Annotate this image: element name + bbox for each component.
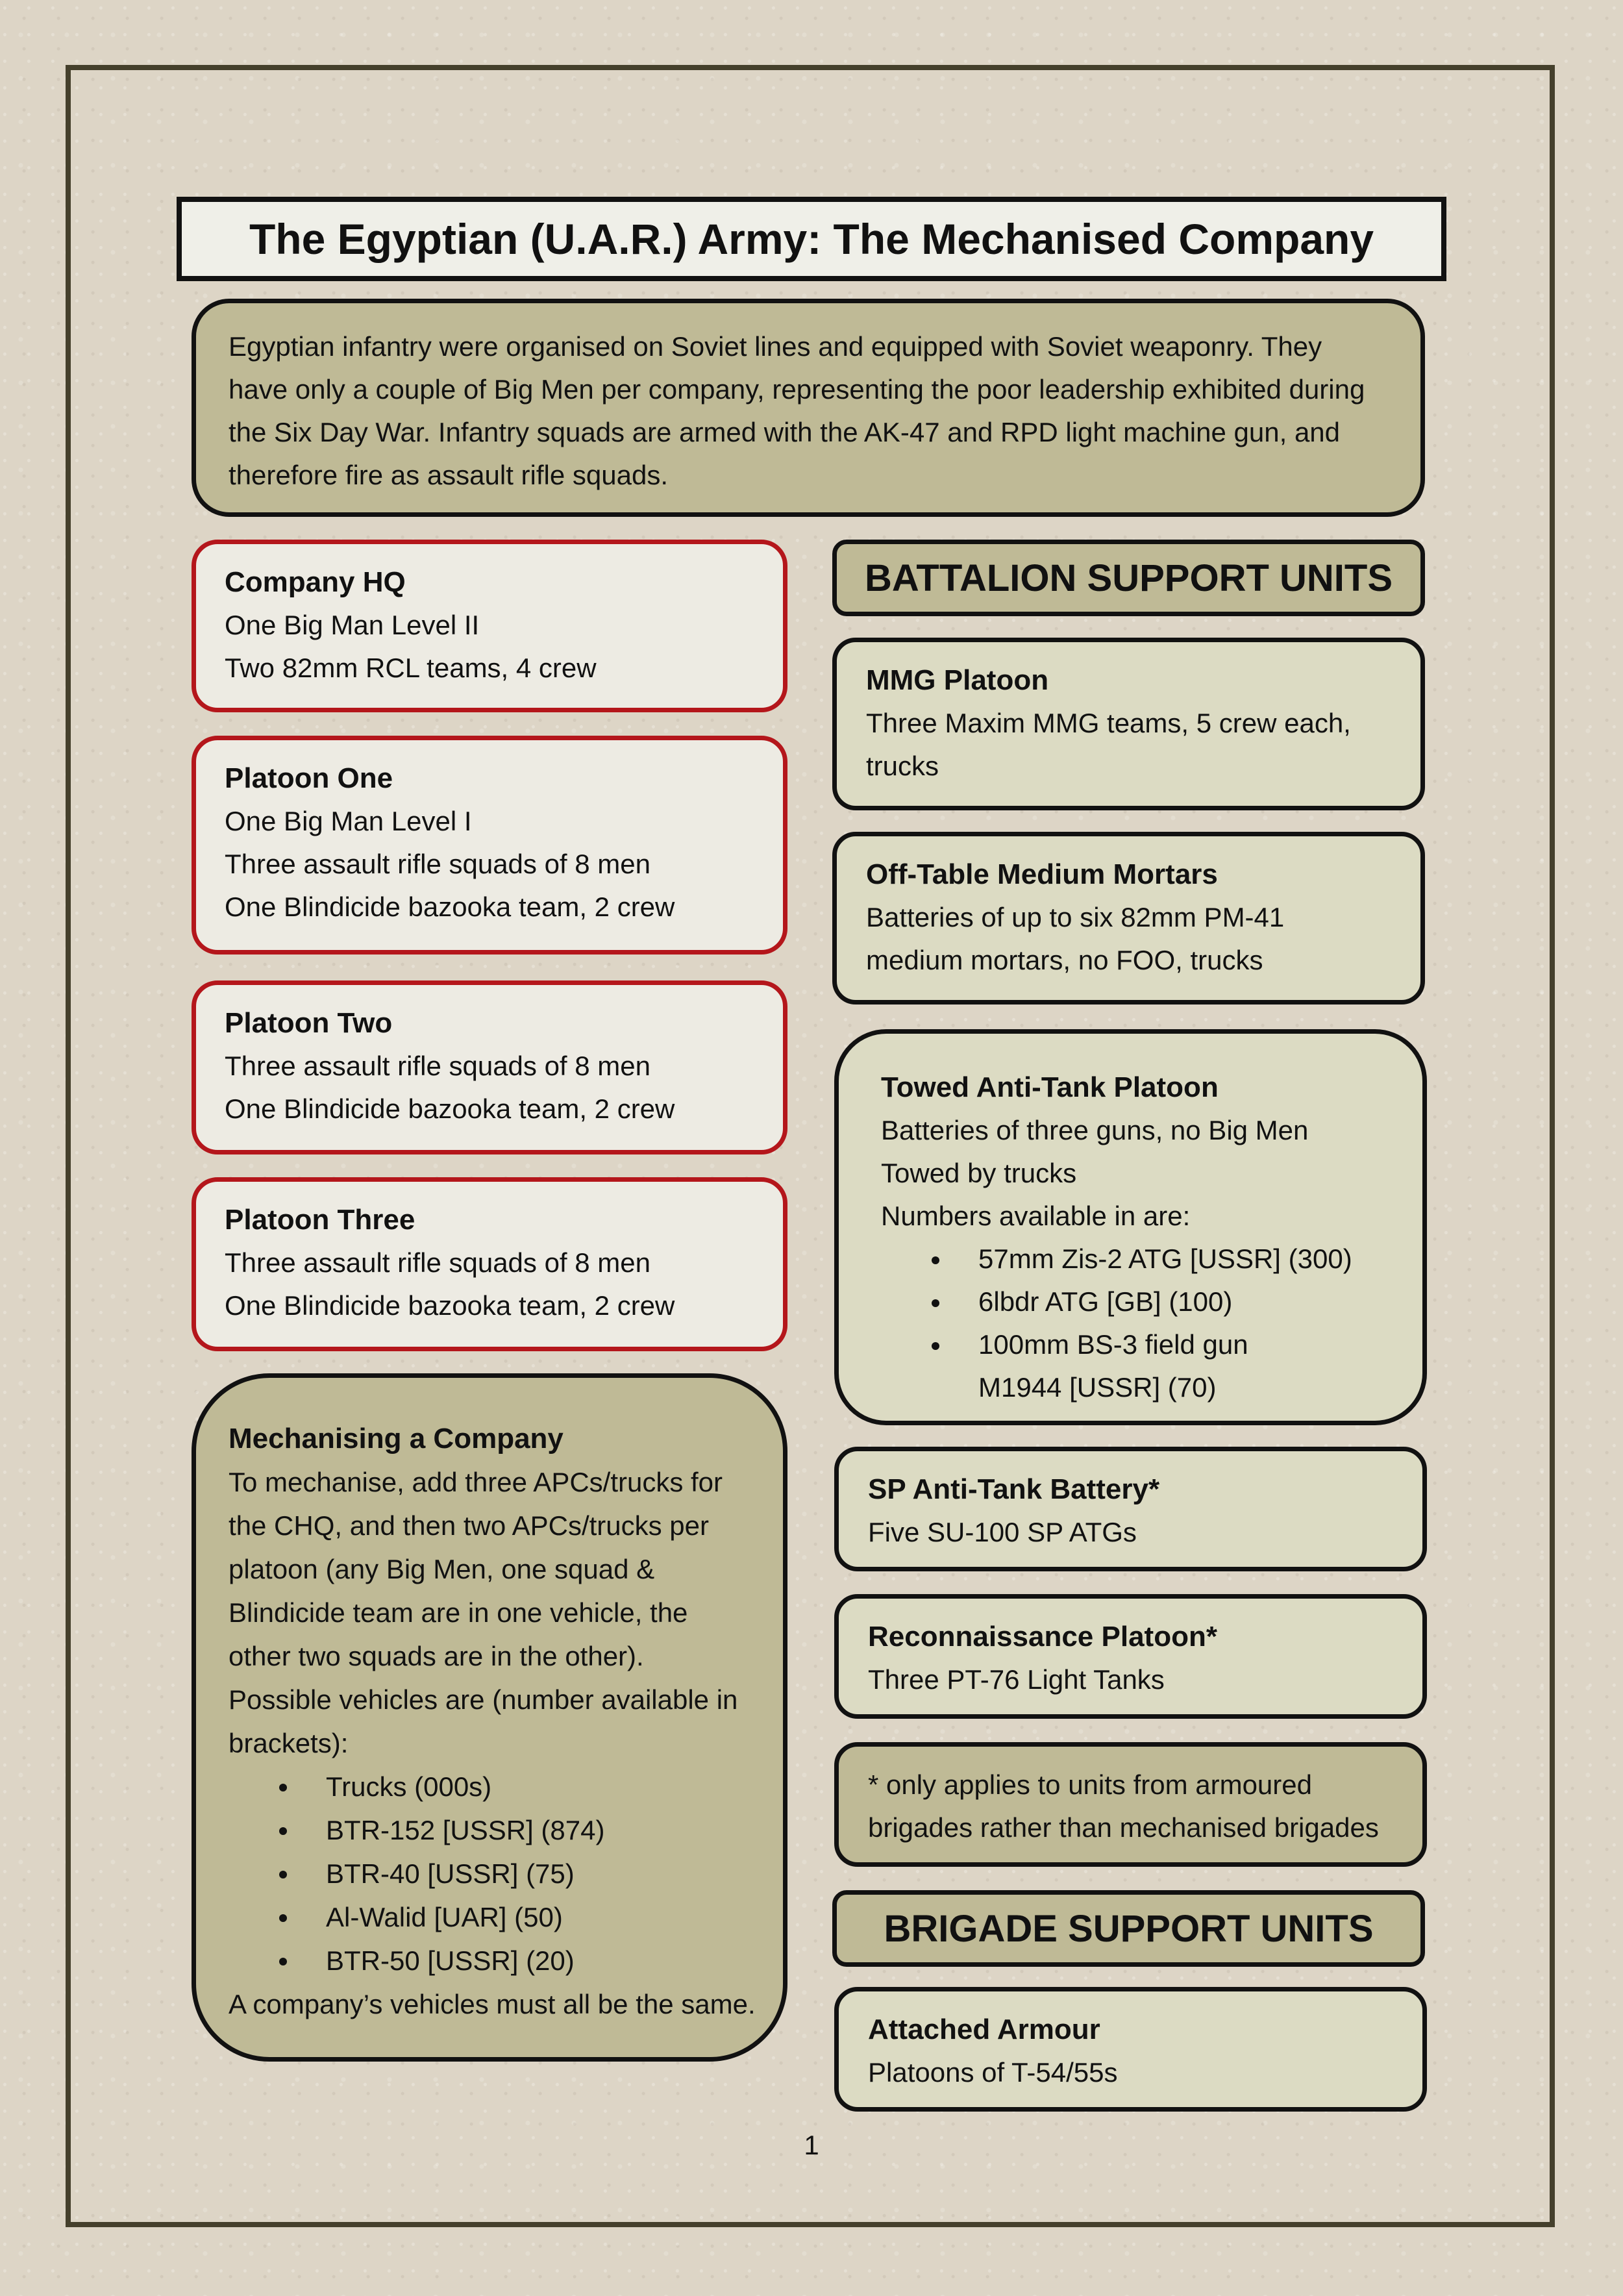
attached-armour-card <box>834 1987 1427 2112</box>
card-heading: MMG Platoon <box>866 664 1049 696</box>
card-heading: Company HQ <box>225 566 406 598</box>
card-heading: Platoon Two <box>225 1007 393 1039</box>
card-line: A company’s vehicles must all be the same. <box>229 1989 756 2019</box>
footnote-panel <box>834 1742 1427 1867</box>
platoon-three-card <box>192 1177 787 1351</box>
brigade-support-header: BRIGADE SUPPORT UNITS <box>832 1890 1425 1967</box>
card-heading: Mechanising a Company <box>229 1423 564 1454</box>
card-line: Three assault rifle squads of 8 men <box>225 849 651 879</box>
card-line: Batteries of three guns, no Big Men <box>881 1115 1309 1145</box>
list-item: 100mm BS-3 field gun M1944 [USSR] (70) <box>881 1323 1290 1409</box>
mmg-platoon-card <box>832 638 1425 810</box>
platoon-one-card <box>192 736 787 955</box>
card-line: Two 82mm RCL teams, 4 crew <box>225 653 597 683</box>
card-heading: Attached Armour <box>868 2014 1100 2045</box>
intro-line: have only a couple of Big Men per company, representing the poor leadership exhibited during <box>229 374 1365 405</box>
card-line: One Blindicide bazooka team, 2 crew <box>225 892 675 922</box>
vehicle-list <box>229 1765 757 1982</box>
list-item: 57mm Zis-2 ATG [USSR] (300) <box>881 1238 1396 1280</box>
intro-line: therefore fire as assault rifle squads. <box>229 460 669 490</box>
card-line: the CHQ, and then two APCs/trucks per <box>229 1510 710 1541</box>
card-heading: SP Anti-Tank Battery* <box>868 1473 1160 1505</box>
card-heading: Platoon One <box>225 762 393 794</box>
intro-line: the Six Day War. Infantry squads are armed with the AK-47 and RPD light machine gun, and <box>229 417 1341 447</box>
card-heading: Reconnaissance Platoon* <box>868 1621 1217 1653</box>
intro-line: Egyptian infantry were organised on Soviet lines and equipped with Soviet weaponry. They <box>229 331 1322 362</box>
card-line: Blindicide team are in one vehicle, the <box>229 1597 688 1628</box>
card-line: One Blindicide bazooka team, 2 crew <box>225 1093 675 1124</box>
card-line: Towed by trucks <box>881 1158 1077 1188</box>
platoon-two-card <box>192 980 787 1154</box>
card-heading: Towed Anti-Tank Platoon <box>881 1071 1219 1103</box>
card-line: Three assault rifle squads of 8 men <box>225 1051 651 1081</box>
intro-panel <box>192 299 1425 517</box>
list-item: BTR-152 [USSR] (874) <box>229 1808 757 1852</box>
card-line: Five SU-100 SP ATGs <box>868 1517 1137 1547</box>
card-heading: Off-Table Medium Mortars <box>866 858 1218 890</box>
list-item: BTR-50 [USSR] (20) <box>229 1939 757 1982</box>
card-line: Numbers available in are: <box>881 1201 1191 1231</box>
card-line: Possible vehicles are (number available in <box>229 1684 738 1715</box>
card-line: One Big Man Level II <box>225 610 480 640</box>
medium-mortars-card <box>832 832 1425 1004</box>
list-item: 6lbdr ATG [GB] (100) <box>881 1280 1396 1323</box>
sp-anti-tank-card <box>834 1447 1427 1571</box>
page-title: The Egyptian (U.A.R.) Army: The Mechanised Company <box>177 197 1446 281</box>
footnote-line: brigades rather than mechanised brigades <box>868 1812 1379 1843</box>
card-line: To mechanise, add three APCs/trucks for <box>229 1467 723 1497</box>
battalion-support-header: BATTALION SUPPORT UNITS <box>832 540 1425 616</box>
card-line: Three assault rifle squads of 8 men <box>225 1247 651 1278</box>
card-line: Batteries of up to six 82mm PM-41 <box>866 902 1285 932</box>
card-line: other two squads are in the other). <box>229 1641 644 1671</box>
reconnaissance-card <box>834 1594 1427 1719</box>
card-line: brackets): <box>229 1728 349 1758</box>
card-line: One Big Man Level I <box>225 806 472 836</box>
towed-anti-tank-card <box>834 1029 1427 1425</box>
card-line: medium mortars, no FOO, trucks <box>866 945 1263 975</box>
list-item: Trucks (000s) <box>229 1765 757 1808</box>
gun-list <box>881 1238 1396 1409</box>
mechanising-card <box>192 1373 787 2062</box>
card-line: One Blindicide bazooka team, 2 crew <box>225 1290 675 1321</box>
footnote-line: * only applies to units from armoured <box>868 1769 1312 1800</box>
card-line: Three PT-76 Light Tanks <box>868 1664 1165 1695</box>
card-line: trucks <box>866 751 939 781</box>
card-line: Platoons of T-54/55s <box>868 2057 1118 2088</box>
company-hq-card <box>192 540 787 712</box>
page-number: 1 <box>804 2130 819 2160</box>
card-heading: Platoon Three <box>225 1204 415 1236</box>
card-line: Three Maxim MMG teams, 5 crew each, <box>866 708 1351 738</box>
list-item: BTR-40 [USSR] (75) <box>229 1852 757 1895</box>
card-line: platoon (any Big Men, one squad & <box>229 1554 655 1584</box>
list-item: Al-Walid [UAR] (50) <box>229 1895 757 1939</box>
